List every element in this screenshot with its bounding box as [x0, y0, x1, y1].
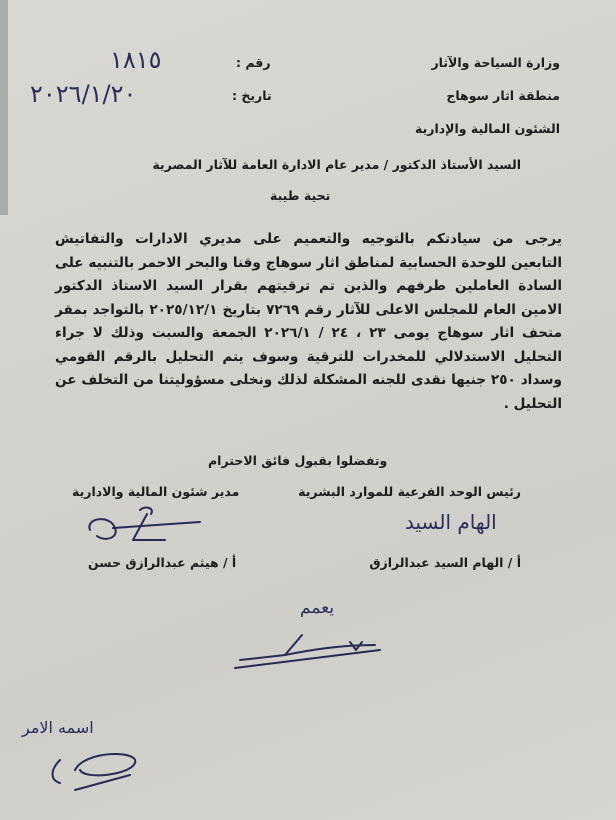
date-label: تاريخ : [232, 88, 272, 103]
bottom-handwritten-note: اسمه الامر [22, 718, 94, 737]
finance-manager-signature-icon [85, 500, 205, 550]
date-value: ٢٠٢٦/١/٢٠ [30, 80, 137, 108]
region-name: منطقة اثار سوهاج [446, 88, 560, 103]
closing-line: وتفضلوا بقبول فائق الاحترام [208, 453, 388, 468]
department-name: الشئون المالية والإدارية [415, 121, 560, 136]
number-value: ١٨١٥ [110, 46, 162, 74]
approval-note: يعمم [300, 598, 335, 618]
hr-head-title: رئيس الوحد الفرعية للموارد البشرية [298, 484, 521, 499]
hr-head-name: أ / الهام السيد عبدالرازق [369, 555, 521, 570]
body-paragraph: يرجى من سيادتكم بالتوجيه والتعميم على مديري الادارات والتفاتيش التابعين للوحدة الحسابية لمناطق اثار سوهاج وقنا والبحر الاحمر بالتنبيه على السادة العاملين طرفهم والذين تم ترقيتهم بقرار السيد الاستاذ الدكتور الامين العام للمجلس الاعلى للآثار رقم ٧٢٦٩ بتاريخ ٢٠٢٥/١٢/١ بالتواجد بمقر متحف اثار سوهاج يومى ٢٣ ، ٢٤ / ٢٠٢٦/١ الجمعة والسبت وذلك لا جراء التحليل الاستدلالي للمخدرات للترقية وسوف يتم التحليل بالرقم القومي وسداد ٢٥٠ جنيها نقدى للجنه المشكلة لذلك ونخلى مسؤوليتنا من التخلف عن التحليل . [55, 231, 562, 412]
hr-head-handwritten-signature: الهام السيد [405, 510, 497, 534]
letter-body [55, 228, 562, 416]
finance-manager-title: مدير شئون المالية والادارية [72, 484, 240, 499]
finance-manager-name: أ / هيثم عبدالرازق حسن [88, 555, 237, 570]
ministry-name: وزارة السياحة والآثار [431, 55, 560, 70]
number-label: رقم : [236, 55, 271, 70]
bottom-signature-icon [45, 745, 155, 795]
addressee: السيد الأستاذ الدكتور / مدير عام الادارة العامة للآثار المصرية [152, 157, 521, 172]
approval-signature-icon [230, 630, 390, 680]
greeting: تحية طيبة [270, 188, 331, 203]
